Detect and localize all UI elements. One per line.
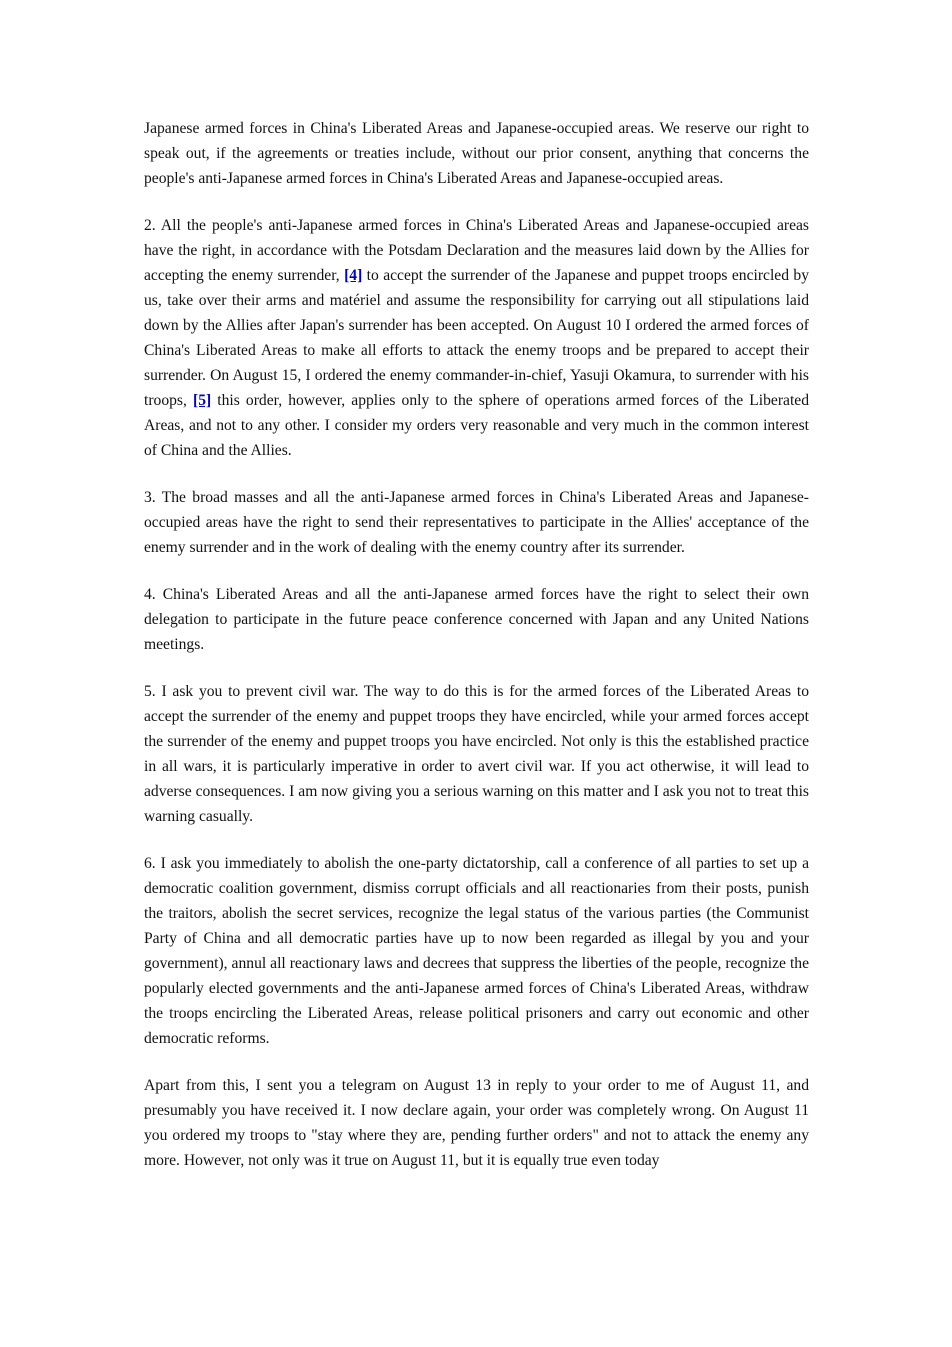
paragraph-point-6: 6. I ask you immediately to abolish the one-party dictatorship, call a conference of all parties to set up a democratic coalition government, dismiss corrupt officials and all reactionaries from their posts, punish the traitors, abolish the secret services, recognize the legal status of the various parties (the Communist Party of China and all democratic parties have up to now been regarded as illegal by you and your government), annul all reactionary laws and decrees that suppress the liberties of the people, recognize the popularly elected governments and the anti-Japanese armed forces of China's Liberated Areas, withdraw the troops encircling the Liberated Areas, release political prisoners and carry out economic and other democratic reforms. — [144, 855, 809, 1047]
paragraph-point-2-text-b: to accept the surrender of the Japanese and puppet troops encircled by us, take over their arms and matériel and assume the responsibility for carrying out all stipulations laid down by the Allies after Japan's surrender has been accepted. On August 10 I ordered the armed forces of China's Liberated Areas to make all efforts to attack the enemy troops and be prepared to accept their surrender. On August 15, I ordered the enemy commander-in-chief, Yasuji Okamura, to surrender with his troops, — [144, 267, 809, 409]
paragraph-closing: Apart from this, I sent you a telegram on August 13 in reply to your order to me of August 11, and presumably you have received it. I now declare again, your order was completely wrong. On August 11 you ordered my troops to "stay where they are, pending further orders" and not to attack the enemy any more. However, not only was it true on August 11, but it is equally true even today — [144, 1077, 809, 1169]
paragraph-point-2-text-c: this order, however, applies only to the sphere of operations armed forces of the Liberated Areas, and not to any other. I consider my orders very reasonable and very much in the common interest of China and the Allies. — [144, 392, 810, 459]
paragraph-point-5: 5. I ask you to prevent civil war. The way to do this is for the armed forces of the Liberated Areas to accept the surrender of the enemy and puppet troops they have encircled, while your armed forces accept the surrender of the enemy and puppet troops you have encircled. Not only is this the established practice in all wars, it is particularly imperative in order to avert civil war. If you act otherwise, it will lead to adverse consequences. I am now giving you a serious warning on this matter and I ask you not to treat this warning casually. — [144, 683, 809, 825]
document-page — [144, 116, 809, 1195]
footnote-link-5[interactable]: [5] — [193, 392, 212, 409]
paragraph-point-2 — [144, 213, 809, 463]
paragraph-point-4: 4. China's Liberated Areas and all the anti-Japanese armed forces have the right to select their own delegation to participate in the future peace conference concerned with Japan and any United Nations meetings. — [144, 586, 809, 653]
paragraph-point-3: 3. The broad masses and all the anti-Japanese armed forces in China's Liberated Areas and Japanese-occupied areas have the right to send their representatives to participate in the Allies' acceptance of the enemy surrender and in the work of dealing with the enemy country after its surrender. — [144, 489, 809, 556]
footnote-link-4[interactable]: [4] — [344, 267, 363, 284]
paragraph-continuation: Japanese armed forces in China's Liberated Areas and Japanese-occupied areas. We reserve our right to speak out, if the agreements or treaties include, without our prior consent, anything that concerns the people's anti-Japanese armed forces in China's Liberated Areas and Japanese-occupied areas. — [144, 120, 809, 187]
paragraph-point-2-text-a: 2. All the people's anti-Japanese armed forces in China's Liberated Areas and Japanese-occupied areas have the right, in accordance with the Potsdam Declaration and the measures laid down by the Allies for accepting the enemy surrender, — [144, 217, 809, 284]
